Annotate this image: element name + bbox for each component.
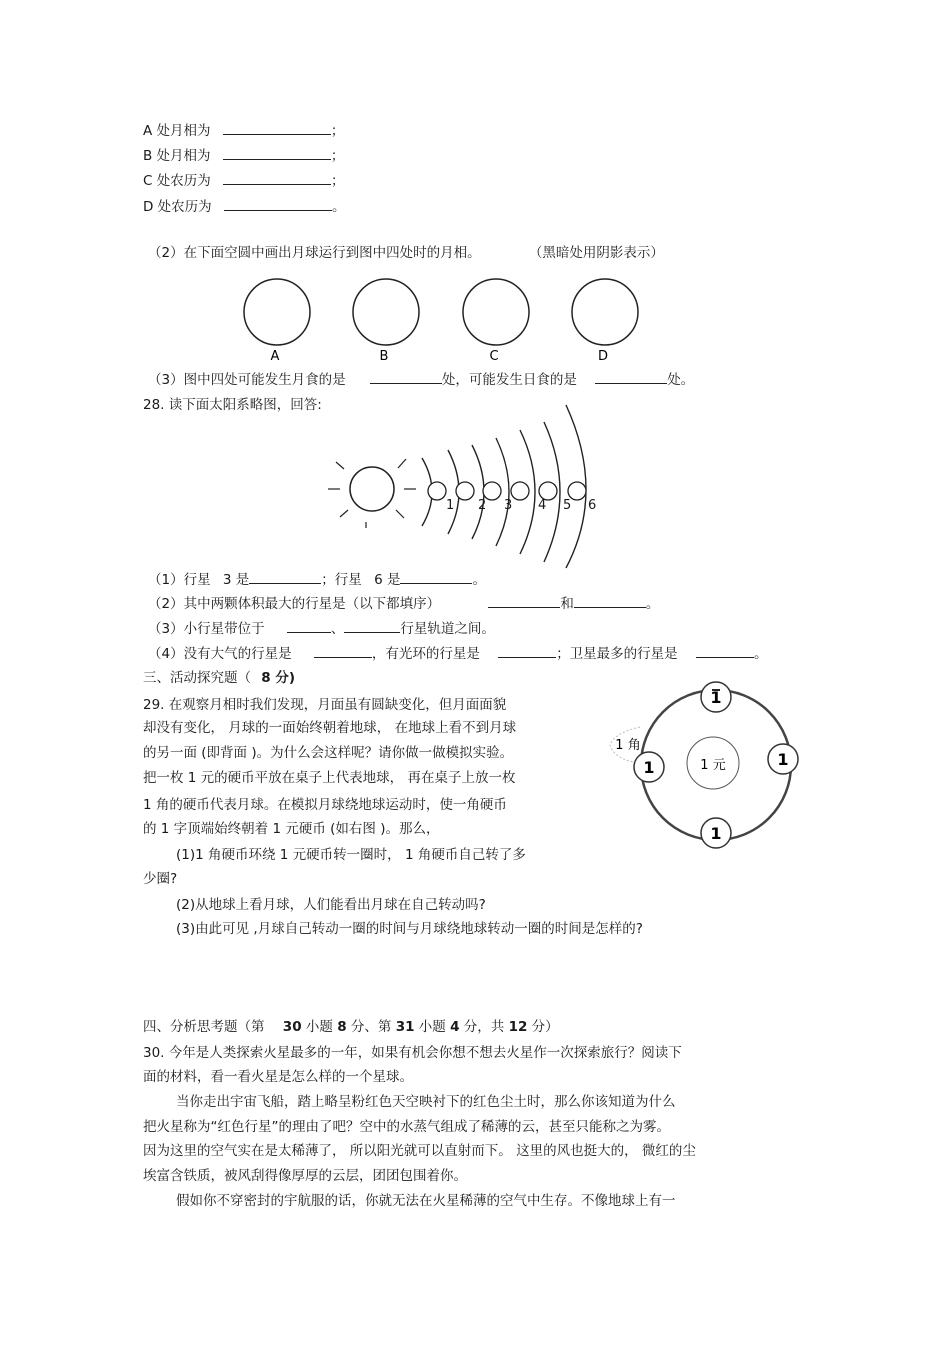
coin-digit: 1 bbox=[777, 750, 789, 769]
answer-blank[interactable] bbox=[287, 619, 331, 633]
fill-line-b: B 处月相为 ； bbox=[143, 148, 345, 164]
fill-line-d: D 处农历为 。 bbox=[143, 199, 346, 215]
fill-line-a: A 处月相为 ； bbox=[143, 123, 345, 139]
planet-number: 4 bbox=[538, 498, 547, 513]
circle-label: A bbox=[270, 349, 280, 364]
q29-line: 29. 在观察月相时我们发现，月面虽有圆缺变化，但月面面貌 bbox=[143, 697, 507, 713]
q27-sub2: （2）在下面空圆中画出月球运行到图中四处时的月相。 （黑暗处用阴影表示） bbox=[148, 245, 664, 261]
q29-line: 1 角的硬币代表月球。在模拟月球绕地球运动时，使一角硬币 bbox=[143, 797, 507, 813]
q28-title: 28. 读下面太阳系略图，回答: bbox=[143, 397, 322, 413]
q30-line: 假如你不穿密封的宇航服的话，你就无法在火星稀薄的空气中生存。不像地球上有一 bbox=[176, 1193, 676, 1209]
planet-number: 5 bbox=[563, 498, 572, 513]
q30-line: 因为这里的空气实在是太稀薄了， 所以阳光就可以直射而下。 这里的风也挺大的， 微红的尘 bbox=[143, 1143, 696, 1159]
q30-line: 埃富含铁质，被风刮得像厚厚的云层，团团包围着你。 bbox=[143, 1168, 467, 1184]
planet-orbits bbox=[422, 405, 586, 568]
q29-line: 的另一面 (即背面 )。为什么会这样呢？请你做一做模拟实验。 bbox=[143, 745, 514, 761]
answer-blank[interactable] bbox=[223, 171, 331, 185]
q30-line: 面的材料，看一看火星是怎么样的一个星球。 bbox=[143, 1069, 413, 1085]
section3-heading: 三、活动探究题（ 8 分) bbox=[143, 670, 296, 686]
answer-blank[interactable] bbox=[400, 570, 472, 584]
answer-blank[interactable] bbox=[223, 146, 331, 160]
answer-blank[interactable] bbox=[314, 644, 372, 658]
answer-blank[interactable] bbox=[370, 370, 442, 384]
planet-1 bbox=[428, 482, 446, 500]
answer-blank[interactable] bbox=[574, 594, 646, 608]
planet-number: 6 bbox=[588, 498, 597, 513]
planet-number: 3 bbox=[504, 498, 513, 513]
q29-line: (2)从地球上看月球，人们能看出月球在自己转动吗? bbox=[176, 897, 486, 913]
q29-line: 少圈? bbox=[143, 871, 178, 887]
planet-number: 2 bbox=[478, 498, 487, 513]
empty-circle-b[interactable] bbox=[353, 279, 419, 345]
coin-digit: 1 bbox=[643, 758, 655, 777]
answer-blank[interactable] bbox=[223, 121, 331, 135]
answer-blank[interactable] bbox=[249, 570, 321, 584]
coin-orbit-diagram bbox=[600, 675, 810, 855]
q28-sub2: （2）其中两颗体积最大的行星是（以下都填序） 和 。 bbox=[148, 596, 660, 612]
q29-line: 把一枚 1 元的硬币平放在桌子上代表地球， 再在桌子上放一枚 bbox=[143, 770, 516, 786]
q29-line: (3)由此可见 ,月球自己转动一圈的时间与月球绕地球转动一圈的时间是怎样的? bbox=[176, 921, 643, 937]
planet-4 bbox=[511, 482, 529, 500]
answer-blank[interactable] bbox=[488, 594, 560, 608]
q28-sub1: （1）行星 3 是 ；行星 6 是 。 bbox=[148, 572, 486, 588]
planet-2 bbox=[456, 482, 474, 500]
q28-sub3: （3）小行星带位于 、 行星轨道之间。 bbox=[148, 621, 495, 637]
empty-circle-c[interactable] bbox=[463, 279, 529, 345]
empty-circle-d[interactable] bbox=[572, 279, 638, 345]
q30-line: 30. 今年是人类探索火星最多的一年，如果有机会你想不想去火星作一次探索旅行？阅读下 bbox=[143, 1045, 682, 1061]
answer-blank[interactable] bbox=[344, 619, 400, 633]
circle-label: B bbox=[379, 349, 389, 364]
one-jiao-label: 1 角 bbox=[615, 738, 641, 753]
q29-line: 却没有变化， 月球的一面始终朝着地球， 在地球上看不到月球 bbox=[143, 720, 517, 736]
q28-sub4: （4）没有大气的行星是 ，有光环的行星是 ；卫星最多的行星是 。 bbox=[148, 646, 768, 662]
q30-line: 把火星称为“红色行星”的理由了吧？空中的水蒸气组成了稀薄的云，甚至只能称之为雾。 bbox=[143, 1119, 670, 1135]
answer-blank[interactable] bbox=[224, 197, 332, 211]
one-yuan-label: 1 元 bbox=[700, 758, 726, 773]
q30-line: 当你走出宇宙飞船，踏上略呈粉红色天空映衬下的红色尘土时，那么你该知道为什么 bbox=[176, 1094, 676, 1110]
circle-label: D bbox=[597, 349, 609, 364]
fill-line-c: C 处农历为 ； bbox=[143, 173, 345, 189]
circle-label: C bbox=[489, 349, 499, 364]
coin-digit: 1 bbox=[710, 688, 722, 707]
q29-line: 的 1 字顶端始终朝着 1 元硬币 (如右图 )。那么， bbox=[143, 821, 440, 837]
q29-line: (1)1 角硬币环绕 1 元硬币转一圈时， 1 角硬币自己转了多 bbox=[176, 847, 526, 863]
planet-number: 1 bbox=[446, 498, 455, 513]
empty-circle-a[interactable] bbox=[244, 279, 310, 345]
answer-blank[interactable] bbox=[595, 370, 667, 384]
solar-system-diagram bbox=[320, 400, 620, 570]
section4-heading: 四、分析思考题（第 30 小题 8 分、第 31 小题 4 分，共 12 分） bbox=[143, 1019, 559, 1035]
sun-icon bbox=[328, 459, 416, 528]
answer-blank[interactable] bbox=[498, 644, 556, 658]
coin-digit: 1 bbox=[710, 824, 722, 843]
answer-blank[interactable] bbox=[696, 644, 754, 658]
moon-phase-circles bbox=[230, 272, 650, 367]
q27-sub3: （3）图中四处可能发生月食的是 处，可能发生日食的是 处。 bbox=[148, 372, 695, 388]
